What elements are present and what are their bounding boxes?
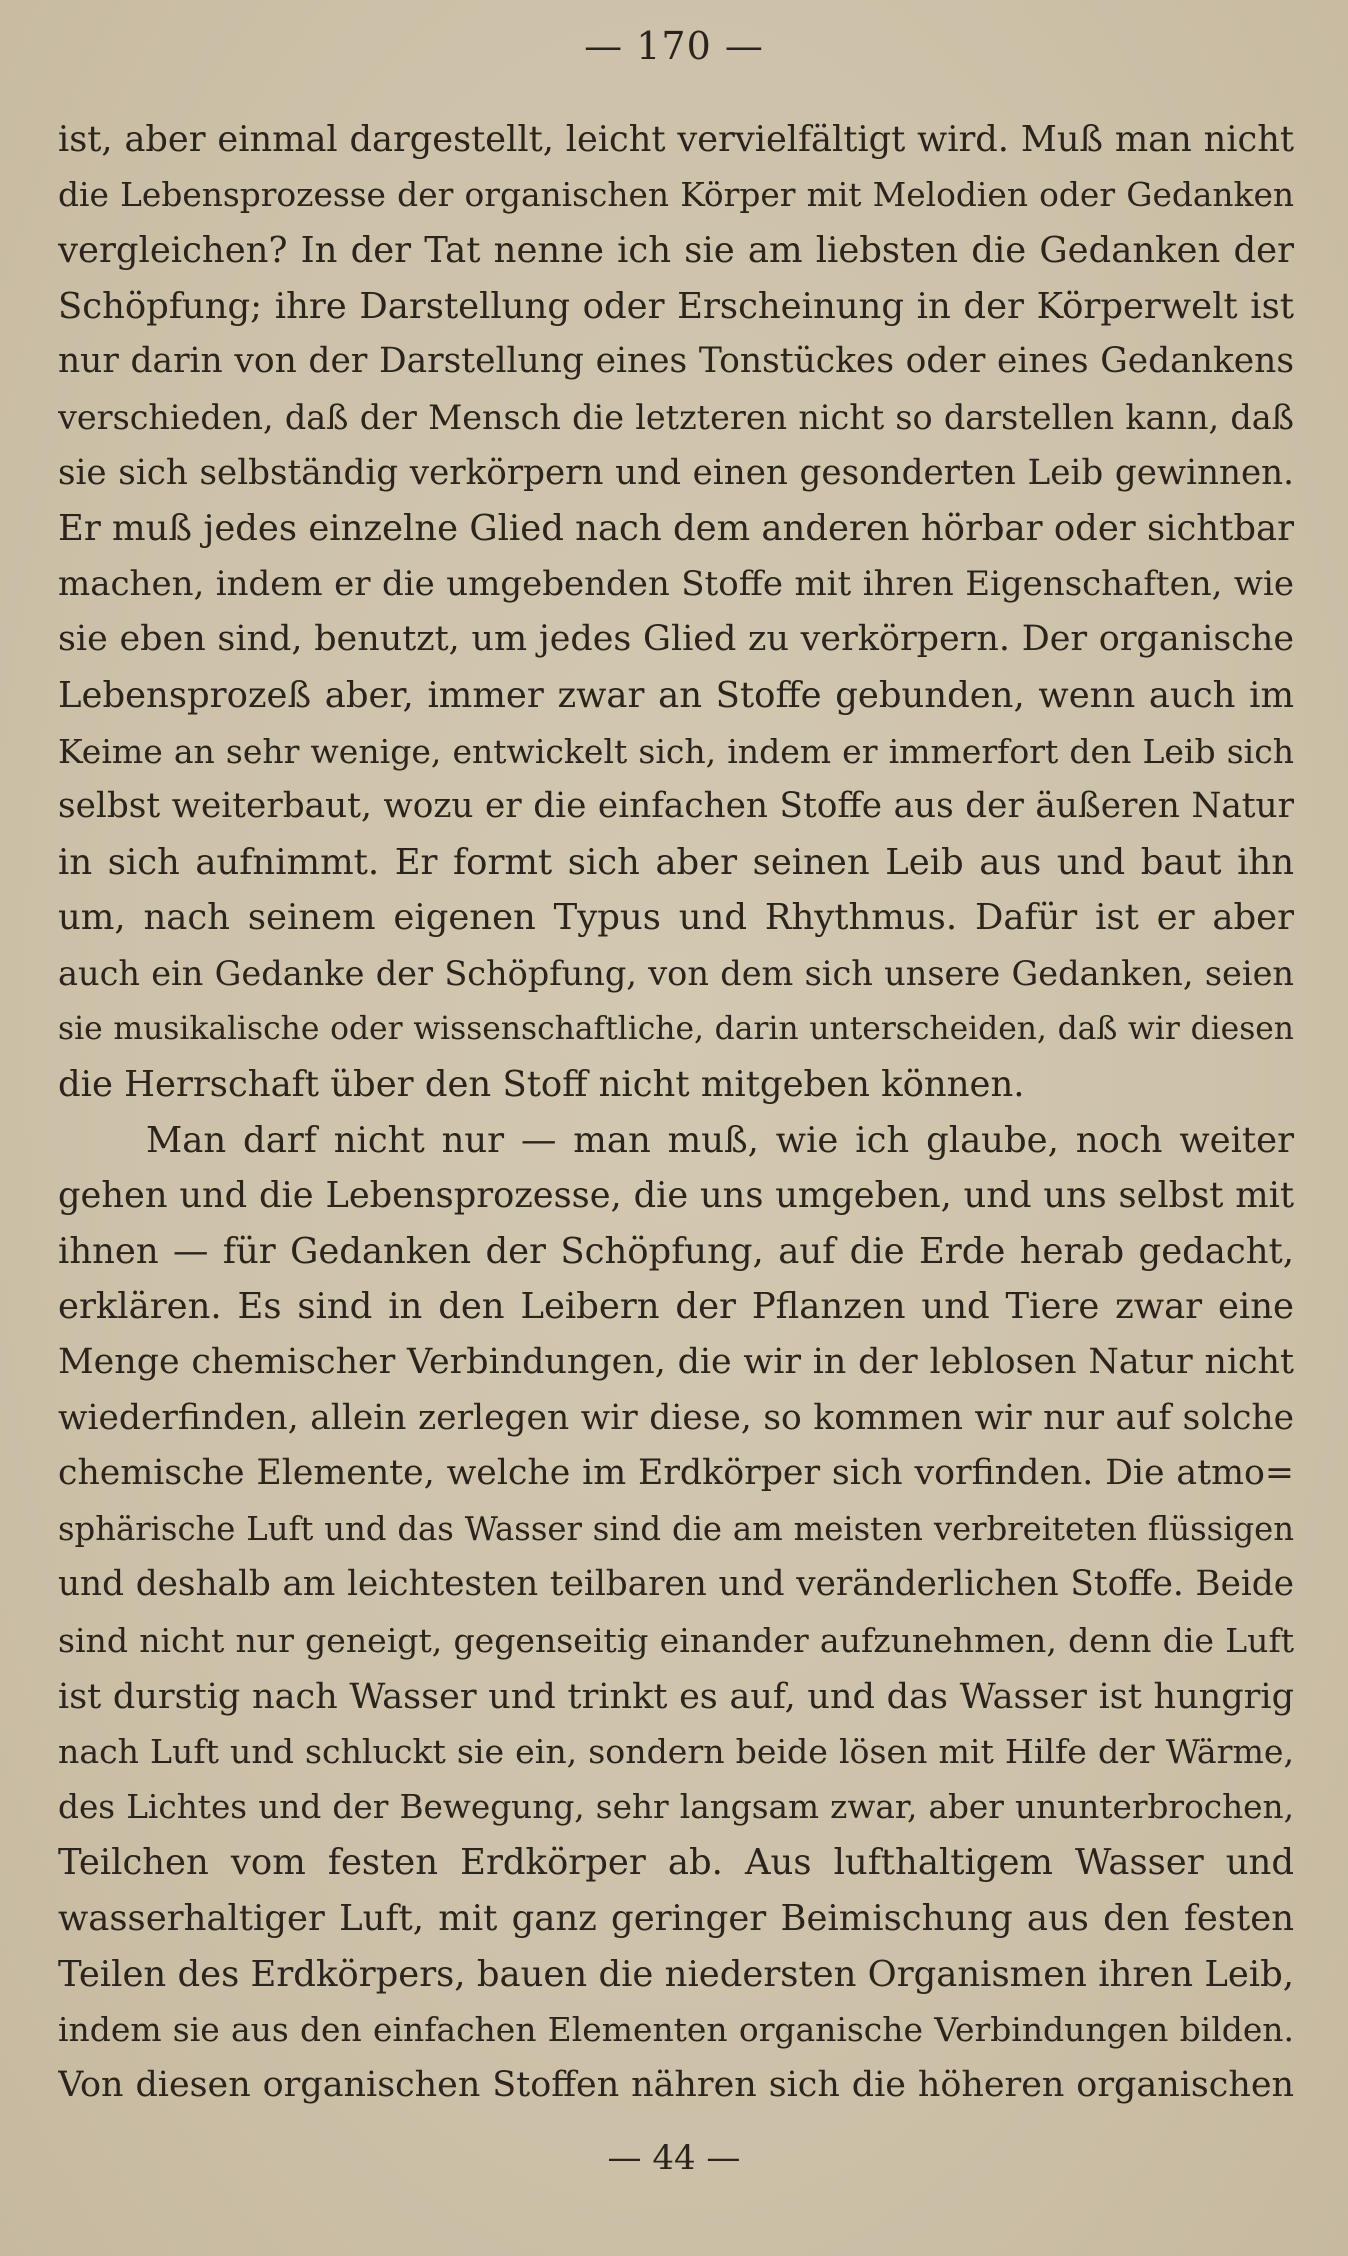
paragraph-1 bbox=[58, 112, 1294, 1113]
page-number: — 170 — bbox=[584, 24, 764, 68]
text-line: wasserhaltiger Luft, mit ganz geringer Beimischung aus den festen bbox=[58, 1898, 1294, 1939]
text-line: sind nicht nur geneigt, gegenseitig einander aufzunehmen, denn die Luft bbox=[58, 1621, 1294, 1661]
text-line: selbst weiterbaut, wozu er die einfachen Stoffe aus der äußeren Natur bbox=[58, 786, 1294, 827]
text-line: vergleichen? In der Tat nenne ich sie am liebsten die Gedanken der bbox=[58, 230, 1294, 272]
text-line: in sich aufnimmt. Er formt sich aber seinen Leib aus und baut ihn bbox=[58, 841, 1294, 883]
text-line: ist durstig nach Wasser und trinkt es auf, und das Wasser ist hungrig bbox=[58, 1675, 1294, 1717]
body-text bbox=[58, 112, 1294, 2113]
text-line: des Lichtes und der Bewegung, sehr langsam zwar, aber ununterbrochen, bbox=[58, 1787, 1294, 1826]
text-line: nur darin von der Darstellung eines Tonstückes oder eines Gedankens bbox=[58, 341, 1294, 382]
text-line: nach Luft und schluckt sie ein, sondern beide lösen mit Hilfe der Wärme, bbox=[58, 1732, 1294, 1772]
text-line: Schöpfung; ihre Darstellung oder Erscheinung in der Körperwelt ist bbox=[58, 285, 1294, 327]
text-line: sie sich selbständig verkörpern und einen gesonderten Leib gewinnen. bbox=[58, 452, 1294, 493]
text-line: Er muß jedes einzelne Glied nach dem anderen hörbar oder sichtbar bbox=[58, 508, 1294, 550]
text-line: die Herrschaft über den Stoff nicht mitgeben können. bbox=[58, 1064, 1025, 1106]
text-line: ist, aber einmal dargestellt, leicht vervielfältigt wird. Muß man nicht bbox=[58, 119, 1294, 160]
text-line: Lebensprozeß aber, immer zwar an Stoffe gebunden, wenn auch im bbox=[58, 674, 1294, 716]
text-line: machen, indem er die umgebenden Stoffe mit ihren Eigenschaften, wie bbox=[58, 563, 1294, 604]
text-line: ihnen — für Gedanken der Schöpfung, auf die Erde herab gedacht, bbox=[58, 1230, 1294, 1272]
text-line: sie eben sind, benutzt, um jedes Glied zu verkörpern. Der organische bbox=[58, 619, 1294, 660]
text-line: Von diesen organischen Stoffen nähren sich die höheren organischen bbox=[58, 2064, 1294, 2105]
text-line: indem sie aus den einfachen Elementen organische Verbindungen bilden. bbox=[58, 2010, 1294, 2050]
text-line: chemische Elemente, welche im Erdkörper sich vorfinden. Die atmo= bbox=[58, 1453, 1294, 1494]
text-line: auch ein Gedanke der Schöpfung, von dem sich unsere Gedanken, seien bbox=[58, 953, 1294, 993]
text-line: sphärische Luft und das Wasser sind die am meisten verbreiteten flüssigen bbox=[58, 1509, 1294, 1548]
text-line: erklären. Es sind in den Leibern der Pflanzen und Tiere zwar eine bbox=[58, 1286, 1294, 1328]
text-line: Man darf nicht nur — man muß, wie ich glaube, noch weiter bbox=[146, 1119, 1294, 1161]
text-line: wiederfinden, allein zerlegen wir diese, so kommen wir nur auf solche bbox=[58, 1397, 1294, 1438]
text-line: die Lebensprozesse der organischen Körper mit Melodien oder Gedanken bbox=[58, 175, 1294, 214]
text-line: und deshalb am leichtesten teilbaren und veränderlichen Stoffe. Beide bbox=[58, 1564, 1294, 1605]
text-line: Teilen des Erdkörpers, bauen die niedersten Organismen ihren Leib, bbox=[58, 1953, 1294, 1995]
text-line: gehen und die Lebensprozesse, die uns umgeben, und uns selbst mit bbox=[58, 1175, 1294, 1217]
text-line: Keime an sehr wenige, entwickelt sich, indem er immerfort den Leib sich bbox=[58, 731, 1294, 771]
text-line: Teilchen vom festen Erdkörper ab. Aus lufthaltigem Wasser und bbox=[58, 1842, 1294, 1884]
text-line: sie musikalische oder wissenschaftliche, darin unterscheiden, daß wir diesen bbox=[58, 1010, 1294, 1047]
paragraph-2 bbox=[58, 1113, 1294, 2114]
signature-mark: — 44 — bbox=[607, 2138, 741, 2178]
text-line: Menge chemischer Verbindungen, die wir in der leblosen Natur nicht bbox=[58, 1342, 1294, 1383]
text-line: verschieden, daß der Mensch die letzteren nicht so darstellen kann, daß bbox=[58, 397, 1294, 437]
text-line: um, nach seinem eigenen Typus und Rhythmus. Dafür ist er aber bbox=[58, 897, 1294, 939]
